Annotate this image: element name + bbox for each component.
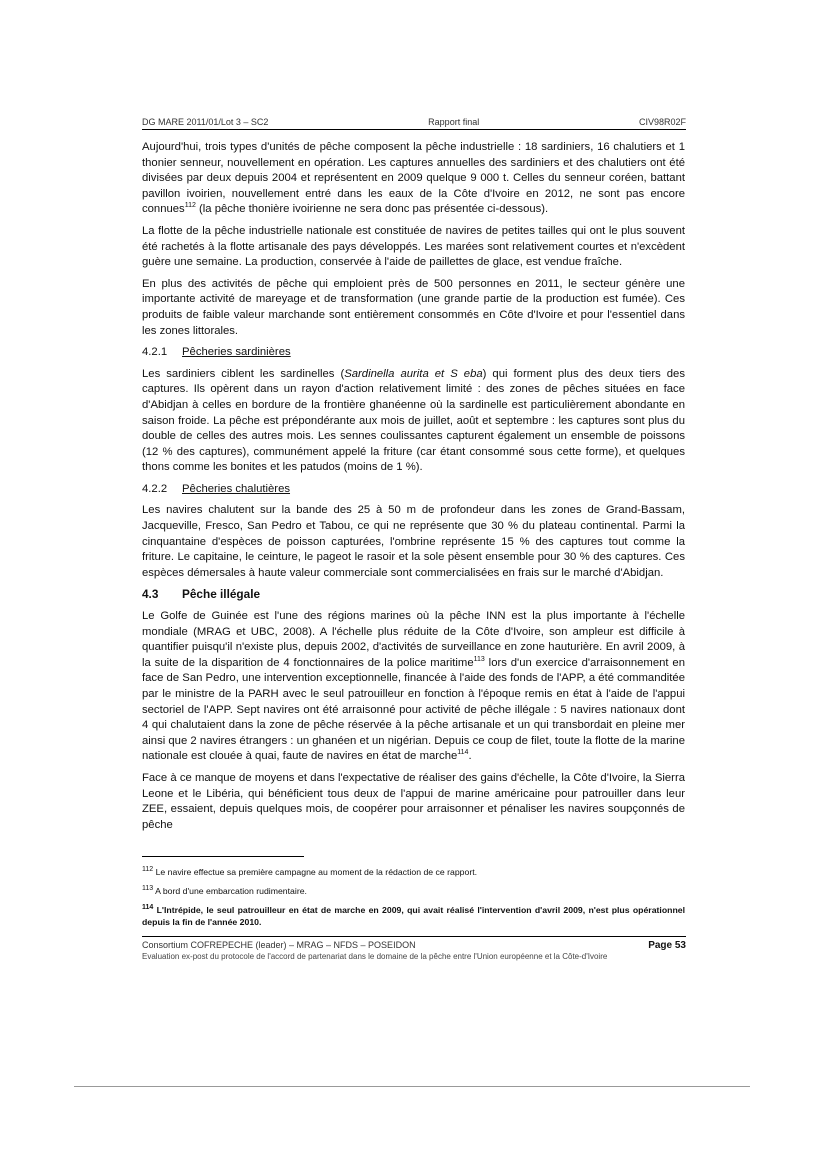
footnote [142,904,685,928]
footnote-number: 114 [142,904,154,912]
paragraph-text: Le Golfe de Guinée est l'une des régions marines où la pêche INN est la plus importante à l'échelle mondiale (MRAG et UBC, 2008). A l'échelle plus réduite de la Côte d'Ivoire, son ampleur est difficile à quantifier puisqu'il n'existe plus, depuis 2002, d'activités de surveillance en zone hauturière. En avril 2009, à la suite de la disparition de 4 fonctionnaires de la police maritime [142,610,685,669]
paragraph [142,140,685,218]
footnote-number: 113 [142,885,154,893]
paragraph-text: (la pêche thonière ivoirienne ne sera donc pas présentée ci-dessous). [195,203,549,216]
header-center: Rapport final [428,117,480,127]
body-text [142,140,685,839]
paragraph-text: . [468,750,472,763]
paragraph: Face à ce manque de moyens et dans l'expectative de réaliser des gains d'échelle, la Côte d'Ivoire, la Sierra Leone et le Libéria, qui bénéficient tous deux de l'appui de marine américaine pour patrouiller dans leur ZEE, essaient, depuis quelques mois, de coopérer pour arraisonner et pénaliser les navires soupçonnés de pêche [142,771,685,831]
footer-subtitle: Evaluation ex-post du protocole de l'accord de partenariat dans le domaine de la pêche entre l'Union européenne et la Côte-d'Ivoire [142,952,608,961]
section-number: 4.2.1 [142,346,168,359]
species-name: Sardinella aurita et S eba [344,367,483,380]
footnote-ref[interactable]: 112 [184,202,196,210]
paragraph-text: lors d'un exercice d'arraisonnement en face de San Pedro, une intervention exceptionnelle, financée à l'aide des fonds de l'APP, a été commanditée par le ministre de la PARH avec le seul patrouilleur en fonction à l'époque remis en état à l'aide de l'appui sectoriel de l'APP. Sept navires ont été arraisonné pour activité de pêche illégale : 5 navires nationaux dont 4 qui chalutaient dans la zone de pêche réservée à la pêche artisanale et un qui transbordait en pleine mer ainsi que 2 navires étrangers : un ghanéen et un nigérian. Depuis ce coup de filet, toute la flotte de la marine nationale est clouée à quai, faute de navires en état de marche [142,656,685,763]
paragraph [142,367,685,476]
section-heading-4-2-1 [142,345,685,361]
paragraph-text: Aujourd'hui, trois types d'unités de pêche composent la pêche industrielle : 18 sardiniers, 16 chalutiers et 1 thonier senneur, nouvellement en opération. Les captures annuelles des sardiniers et des chalutiers ont été divisées par deux depuis 2004 et représentent en 2009 quelque 9 000 t. Celles du senneur coréen, battant pavillon ivoirien, nouvellement entré dans les eaux de la Côte d'Ivoire en 2012, ne sont pas encore connues [142,141,685,216]
header-left: DG MARE 2011/01/Lot 3 – SC2 [142,117,269,127]
page-bottom-divider [74,1086,750,1087]
paragraph-text: ) qui forment plus des deux tiers des captures. Ils opèrent dans un rayon d'action relativement limité : des zones de pêches situées en face d'Abidjan à celles en bordure de la frontière ghanéenne où la sardinelle est particulièrement abondante en saison froide. La pêche est prépondérante aux mois de juillet, août et septembre : les captures sont plus du double de celles des autres mois. Les sennes coulissantes capturent également un ensemble de poissons (12 % des captures), communément appelé la friture (car étant consommé sous cette forme), et quelques thons comme les bonites et les patudos (moins de 1 %). [142,367,685,474]
footnote [142,866,685,878]
paragraph: La flotte de la pêche industrielle nationale est constituée de navires de petites tailles qui ont le plus souvent été rachetés à la flotte artisanale des pays développés. Les marées sont relativement courtes et n'excèdent guère une semaine. La production, conservée à l'aide de paillettes de glace, est vendue fraîche. [142,224,685,269]
page-footer [142,936,686,961]
footnote-number: 112 [142,866,154,874]
footnotes [142,866,685,935]
section-number: 4.3 [142,587,159,602]
footnote-ref[interactable]: 114 [457,749,469,757]
page-header [142,117,686,130]
footnote-ref[interactable]: 113 [473,656,485,664]
footer-consortium: Consortium COFREPECHE (leader) – MRAG – NFDS – POSEIDON [142,940,416,950]
section-number: 4.2.2 [142,482,168,495]
paragraph: En plus des activités de pêche qui emploient près de 500 personnes en 2011, le secteur génère une importante activité de mareyage et de transformation (une grande partie de la production est fumée). Ces produits de faible valeur marchande sont entièrement consommés en Côte d'Ivoire et pour l'essentiel dans les zones littorales. [142,277,685,337]
footnote [142,885,685,897]
footnote-text: Le navire effectue sa première campagne au moment de la rédaction de ce rapport. [153,867,478,877]
section-title: Pêcheries sardinières [182,346,291,359]
paragraph-text: Les sardiniers ciblent les sardinelles ( [142,367,345,380]
footnote-text: A bord d'une embarcation rudimentaire. [153,886,307,896]
section-heading-4-3 [142,587,685,603]
footnote-divider [142,856,304,857]
page-number: Page 53 [648,940,686,951]
section-title: Pêche illégale [182,587,261,602]
paragraph: Les navires chalutent sur la bande des 25 à 50 m de profondeur dans les zones de Grand-Bassam, Jacqueville, Fresco, San Pedro et Tabou, ce qui ne représente que 30 % du plateau continental. Parmi la cinquantaine d'espèces de poisson capturées, l'ombrine représente 15 % des captures tout comme la friture. Le capitaine, le ceinture, le pageot le rasoir et la sole pèsent ensemble pour 30 % des captures. Ces espèces démersales à haute valeur commerciale sont commercialisées en frais sur le marché d'Abidjan. [142,504,685,579]
section-title: Pêcheries chalutières [182,482,291,495]
section-heading-4-2-2 [142,482,685,498]
paragraph [142,609,685,765]
footnote-text: L'Intrépide, le seul patrouilleur en état de marche en 2009, qui avait réalisé l'intervention d'avril 2009, n'est plus opérationnel depuis la fin de l'année 2010. [142,905,685,927]
header-right: CIV98R02F [638,117,686,127]
